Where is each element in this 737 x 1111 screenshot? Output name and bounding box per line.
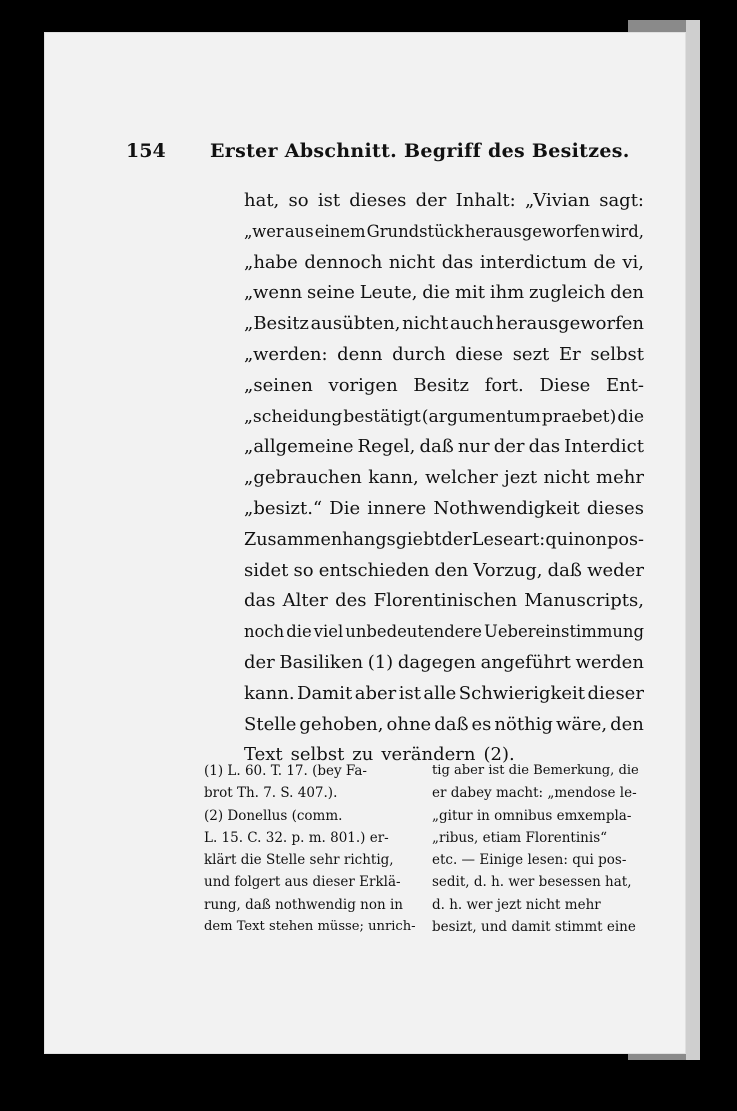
footnotes-left-column [204, 760, 416, 938]
footnote-line: „gitur in omnibus emxempla- [432, 807, 632, 824]
body-line: „seinen vorigen Besitz fort. Diese Ent- [244, 374, 644, 396]
footnote-line: „ribus, etiam Florentinis“ [432, 829, 608, 846]
footnote-line: etc. — Einige lesen: qui pos- [432, 852, 627, 869]
body-line: „wer aus einem Grundstück herausgeworfen wird, [244, 221, 644, 241]
body-text [244, 186, 644, 771]
footnote-line: d. h. wer jezt nicht mehr [432, 896, 601, 913]
body-line: „werden: denn durch diese sezt Er selbst [244, 343, 644, 365]
running-header [126, 140, 630, 170]
footnote-line: (2) Donellus (comm. [204, 807, 343, 824]
body-line: noch die viel unbedeutendere Uebereinstimmung [244, 622, 644, 642]
page-number: 154 [126, 140, 166, 162]
body-line: „scheidung bestätigt (argumentum praebet) die [244, 406, 644, 427]
body-line: Zusammenhangs giebt der Leseart: qui non pos- [244, 529, 644, 550]
body-line: der Basiliken (1) dagegen angeführt werden [244, 651, 644, 673]
footnote-line: brot Th. 7. S. 407.). [204, 785, 338, 802]
footnote-line: er dabey macht: „mendose le- [432, 785, 637, 802]
footnote-line: und folgert aus dieser Erklä- [204, 874, 401, 891]
footnote-line: L. 15. C. 32. p. m. 801.) er- [204, 829, 389, 846]
body-line: hat, so ist dieses der Inhalt: „Vivian sagt: [244, 190, 644, 211]
body-line: „habe dennoch nicht das interdictum de vi, [244, 251, 644, 273]
footnote-line: tig aber ist die Bemerkung, die [432, 763, 639, 778]
body-line: „wenn seine Leute, die mit ihm zugleich den [244, 282, 644, 304]
body-line: „gebrauchen kann, welcher jezt nicht mehr [244, 467, 644, 489]
body-line: „allgemeine Regel, daß nur der das Interdict [244, 436, 644, 458]
body-line: Text selbst zu verändern (2). [244, 744, 515, 766]
body-line: das Alter des Florentinischen Manuscripts, [244, 590, 644, 612]
body-line: „Besitz ausübten, nicht auch herausgeworfen [244, 313, 644, 335]
body-line: Stelle gehoben, ohne daß es nöthig wäre, den [244, 713, 644, 735]
body-line: kann. Damit aber ist alle Schwierigkeit dieser [244, 682, 644, 704]
footnote-line: dem Text stehen müsse; unrich- [204, 919, 416, 935]
footnote-line: rung, daß nothwendig non in [204, 896, 403, 913]
facing-page-edge [686, 20, 700, 1060]
footnote-line: besizt, und damit stimmt eine [432, 919, 636, 936]
footnote-line: sedit, d. h. wer besessen hat, [432, 874, 632, 891]
body-line: sidet so entschieden den Vorzug, daß weder [244, 559, 644, 581]
footnotes-right-column [432, 760, 644, 938]
running-title: Erster Abschnitt. Begriff des Besitzes. [210, 140, 630, 162]
footnote-line: (1) L. 60. T. 17. (bey Fa- [204, 763, 367, 779]
footnote-line: klärt die Stelle sehr richtig, [204, 852, 394, 869]
body-line: „besizt.“ Die innere Nothwendigkeit dieses [244, 497, 644, 519]
